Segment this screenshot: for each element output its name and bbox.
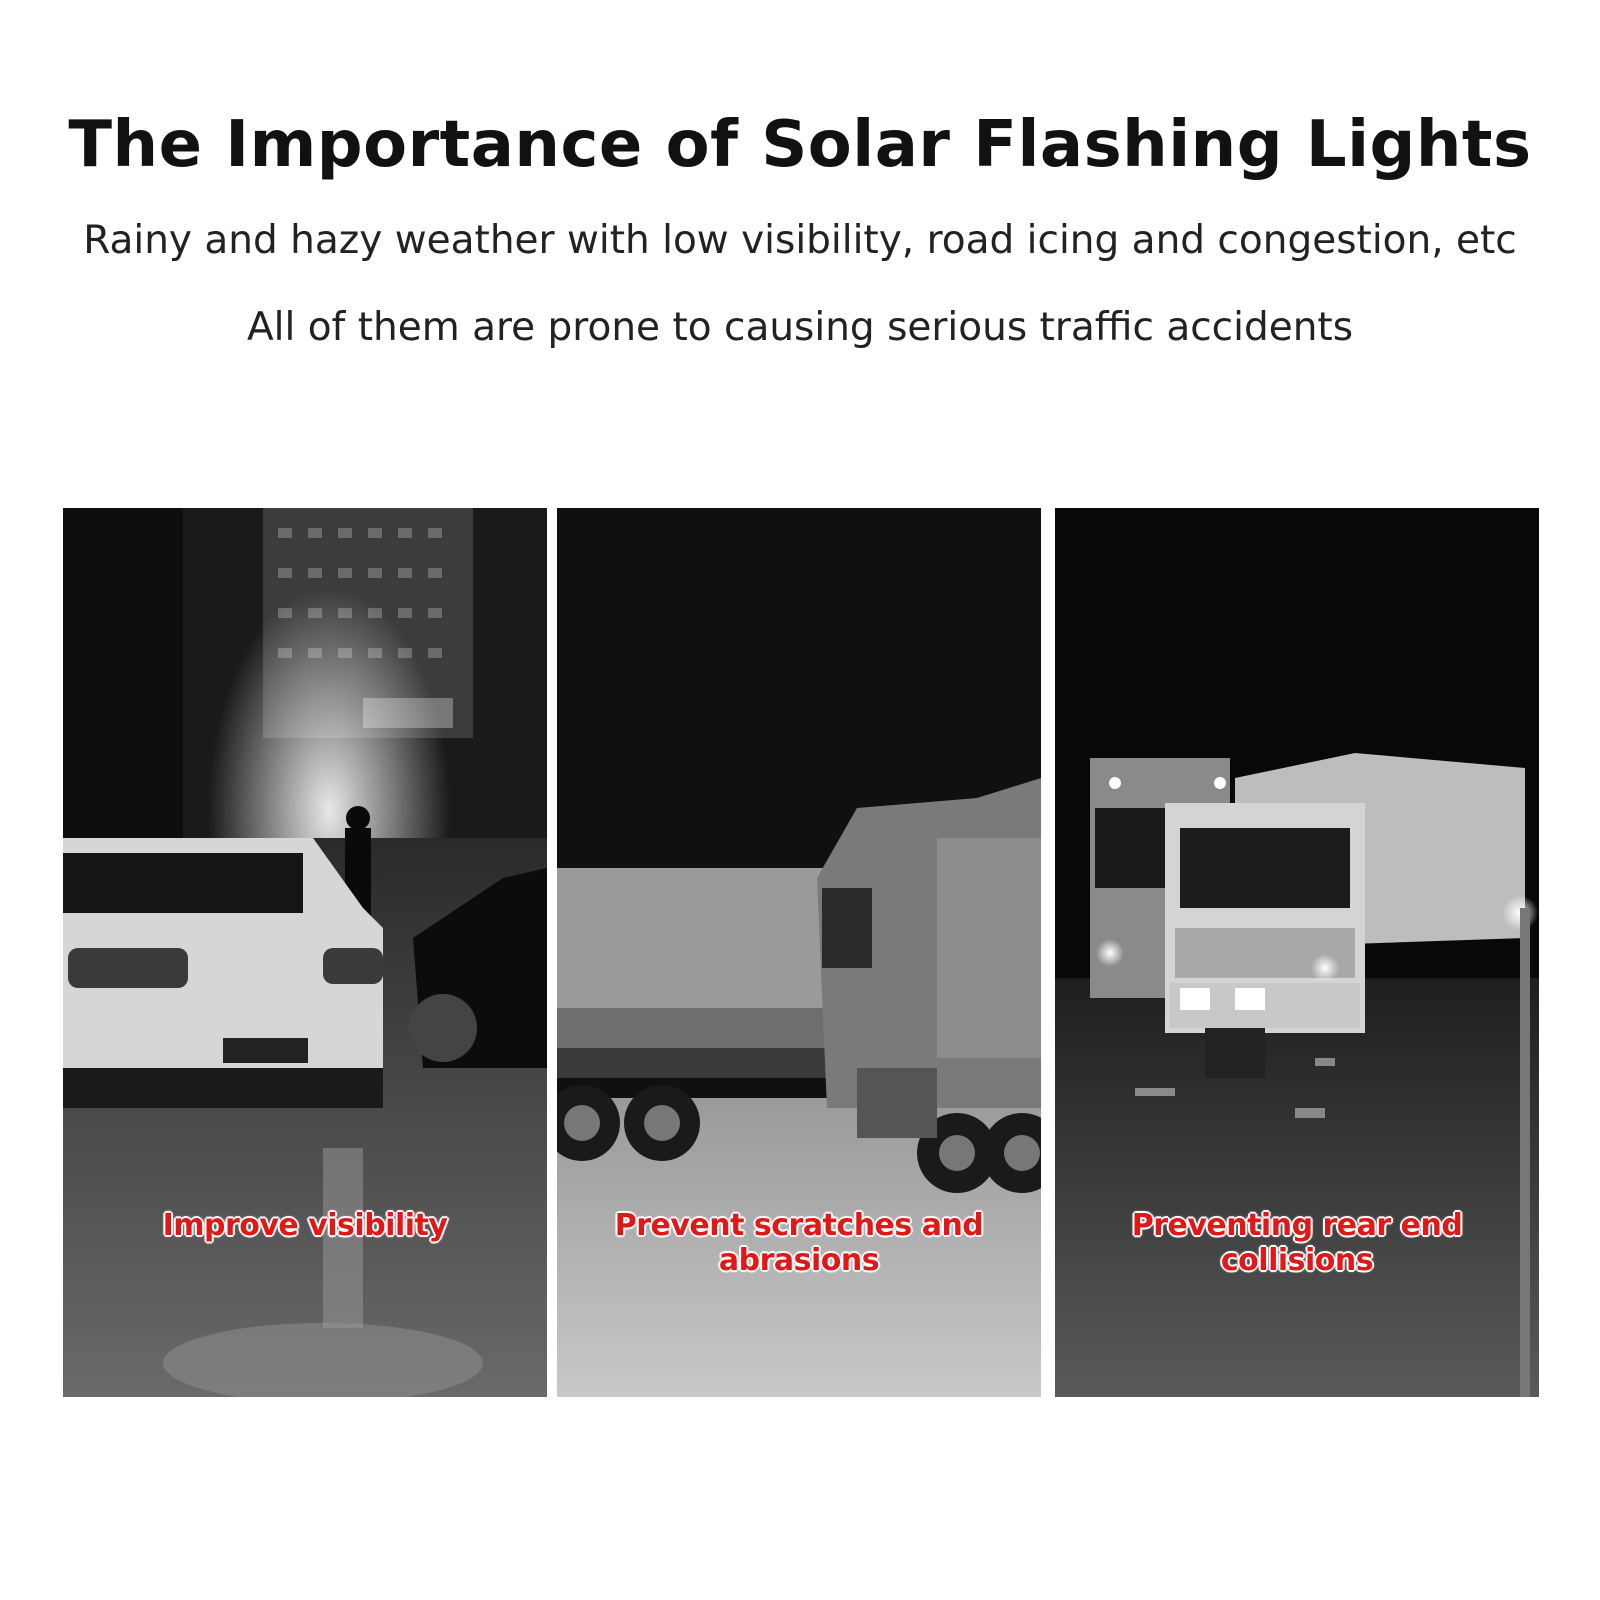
subtitle-accidents: All of them are prone to causing serious traffic accidents (246, 305, 1354, 350)
subtitle-weather: Rainy and hazy weather with low visibility, road icing and congestion, etc (83, 218, 1517, 263)
caption-rear-end-collisions: Preventing rear end collisions (1131, 1208, 1463, 1278)
photo-panel-scratches (557, 508, 1041, 1397)
photo-panel-visibility (63, 508, 547, 1397)
night-street-photo (63, 508, 547, 1397)
photo-panel-rear-end (1055, 508, 1539, 1397)
caption-prevent-scratches: Prevent scratches and abrasions (614, 1208, 984, 1278)
caption-improve-visibility: Improve visibility (162, 1208, 448, 1243)
page-title: The Importance of Solar Flashing Lights (68, 108, 1532, 182)
